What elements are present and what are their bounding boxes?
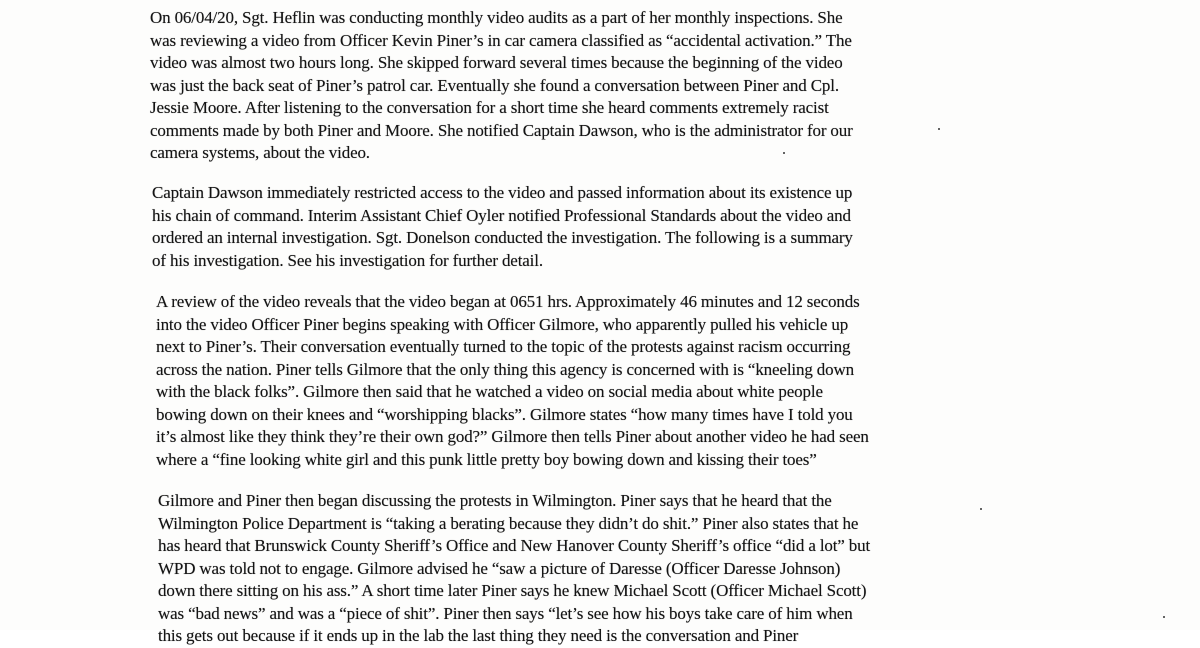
text-line: was reviewing a video from Officer Kevin Piner’s in car camera classified as “accidental activation.” The [150, 30, 852, 50]
text-line: his chain of command. Interim Assistant Chief Oyler notified Professional Standards about the video and [152, 205, 851, 225]
text-line: where a “fine looking white girl and this punk little pretty boy bowing down and kissing their toes” [156, 449, 817, 469]
text-line: has heard that Brunswick County Sheriff’s Office and New Hanover County Sheriff’s office “did a lot” but [158, 536, 871, 555]
text-line: camera systems, about the video. [150, 143, 370, 162]
text-line: down there sitting on his ass.” A short time later Piner says he knew Michael Scott (Officer Michael Scott) [158, 581, 867, 600]
text-line: Jessie Moore. After listening to the conversation for a short time she heard comments extremely racist [150, 98, 829, 117]
paragraph-wilmington-protests [158, 490, 968, 648]
text-line: this gets out because if it ends up in the lab the last thing they need is the conversation and Piner [158, 626, 799, 645]
paragraph-video-review [156, 291, 966, 471]
text-line: Captain Dawson immediately restricted access to the video and passed information about its existence up [152, 183, 853, 202]
paragraph-audit-discovery [150, 7, 960, 165]
text-line: Wilmington Police Department is “taking a berating because they didn’t do shit.” Piner also states that he [158, 513, 859, 533]
text-line: across the nation. Piner tells Gilmore that the only thing this agency is concerned with is “kneeling down [156, 359, 854, 379]
text-line: comments made by both Piner and Moore. She notified Captain Dawson, who is the administrator for our [150, 120, 853, 140]
paragraph-chain-of-command [152, 182, 962, 272]
scan-speck [1163, 616, 1165, 618]
text-line: into the video Officer Piner begins speaking with Officer Gilmore, who apparently pulled his vehicle up [156, 314, 849, 334]
scan-speck [980, 508, 982, 510]
text-line: next to Piner’s. Their conversation eventually turned to the topic of the protests against racism occurring [156, 337, 851, 356]
text-line: Gilmore and Piner then began discussing the protests in Wilmington. Piner says that he heard that the [158, 491, 832, 510]
scan-speck [783, 152, 785, 154]
text-line: video was almost two hours long. She skipped forward several times because the beginning of the video [150, 53, 843, 72]
text-line: was just the back seat of Piner’s patrol car. Eventually she found a conversation between Piner and Cpl. [150, 75, 839, 95]
text-line: was “bad news” and was a “piece of shit”. Piner then says “let’s see how his boys take care of him when [158, 603, 853, 623]
text-line: bowing down on their knees and “worshipping blacks”. Gilmore states “how many times have I told you [156, 404, 853, 424]
text-line: of his investigation. See his investigation for further detail. [152, 250, 543, 270]
text-line: A review of the video reveals that the video began at 0651 hrs. Approximately 46 minutes and 12 seconds [156, 292, 860, 311]
text-line: WPD was told not to engage. Gilmore advised he “saw a picture of Daresse (Officer Daresse Johnson) [158, 558, 841, 578]
text-line: On 06/04/20, Sgt. Heflin was conducting monthly video audits as a part of her monthly inspections. She [150, 8, 843, 27]
scan-speck [938, 128, 940, 130]
text-line: it’s almost like they think they’re their own god?” Gilmore then tells Piner about another video he had seen [156, 427, 869, 446]
text-line: ordered an internal investigation. Sgt. Donelson conducted the investigation. The following is a summary [152, 228, 853, 247]
text-line: with the black folks”. Gilmore then said that he watched a video on social media about white people [156, 382, 823, 401]
